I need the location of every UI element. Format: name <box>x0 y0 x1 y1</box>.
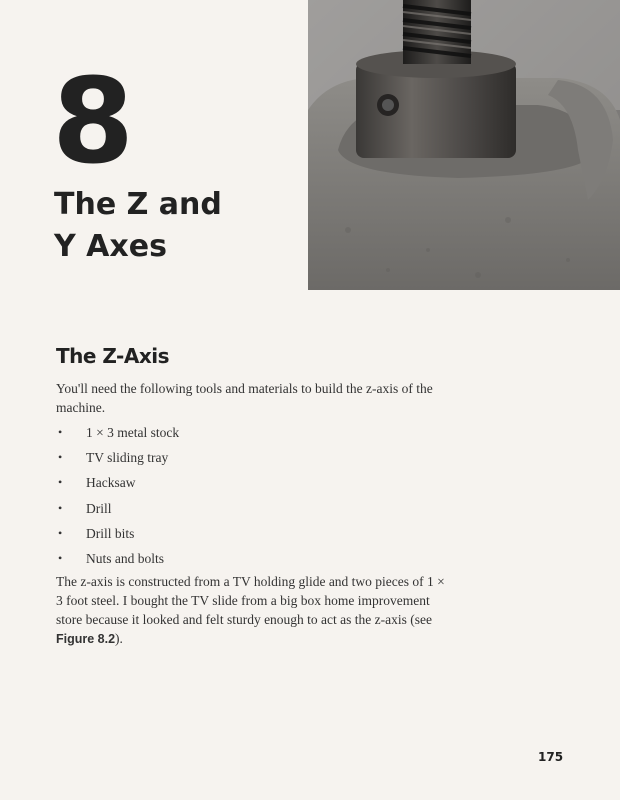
bullet-icon: • <box>58 450 63 465</box>
intro-paragraph: You'll need the following tools and materials to build the z-axis of the machine. <box>56 381 433 415</box>
list-item: • Drill bits <box>56 521 436 546</box>
bullet-icon: • <box>58 525 63 540</box>
bullet-icon: • <box>58 550 63 565</box>
chapter-photo-lead-screw <box>308 0 620 290</box>
body-paragraph <box>56 572 448 649</box>
list-item: • TV sliding tray <box>56 445 436 470</box>
list-item: • Drill <box>56 496 436 521</box>
paragraph-text: The z-axis is constructed from a TV holding glide and two pieces of 1 × 3 foot steel. I bought the TV slide from a big box home improvement store because it looked and felt sturdy enough to act as the z-axis (see <box>56 574 445 627</box>
bullet-icon: • <box>58 500 63 515</box>
chapter-number: 8 <box>52 52 133 190</box>
list-item: • Hacksaw <box>56 470 436 495</box>
bullet-icon: • <box>58 475 63 490</box>
chapter-title-line-1: The Z and <box>54 187 222 222</box>
section-heading: The Z-Axis <box>56 344 169 368</box>
chapter-title <box>54 184 222 268</box>
list-item: • 1 × 3 metal stock <box>56 420 436 445</box>
chapter-title-line-2: Y Axes <box>54 229 167 264</box>
materials-list <box>56 420 436 571</box>
paragraph-end: ). <box>115 631 123 646</box>
bullet-icon: • <box>58 425 63 439</box>
page-number: 175 <box>538 750 564 764</box>
lead-screw-photo-illustration <box>308 0 620 290</box>
list-item: • Nuts and bolts <box>56 546 436 571</box>
figure-reference: Figure 8.2 <box>56 632 116 646</box>
